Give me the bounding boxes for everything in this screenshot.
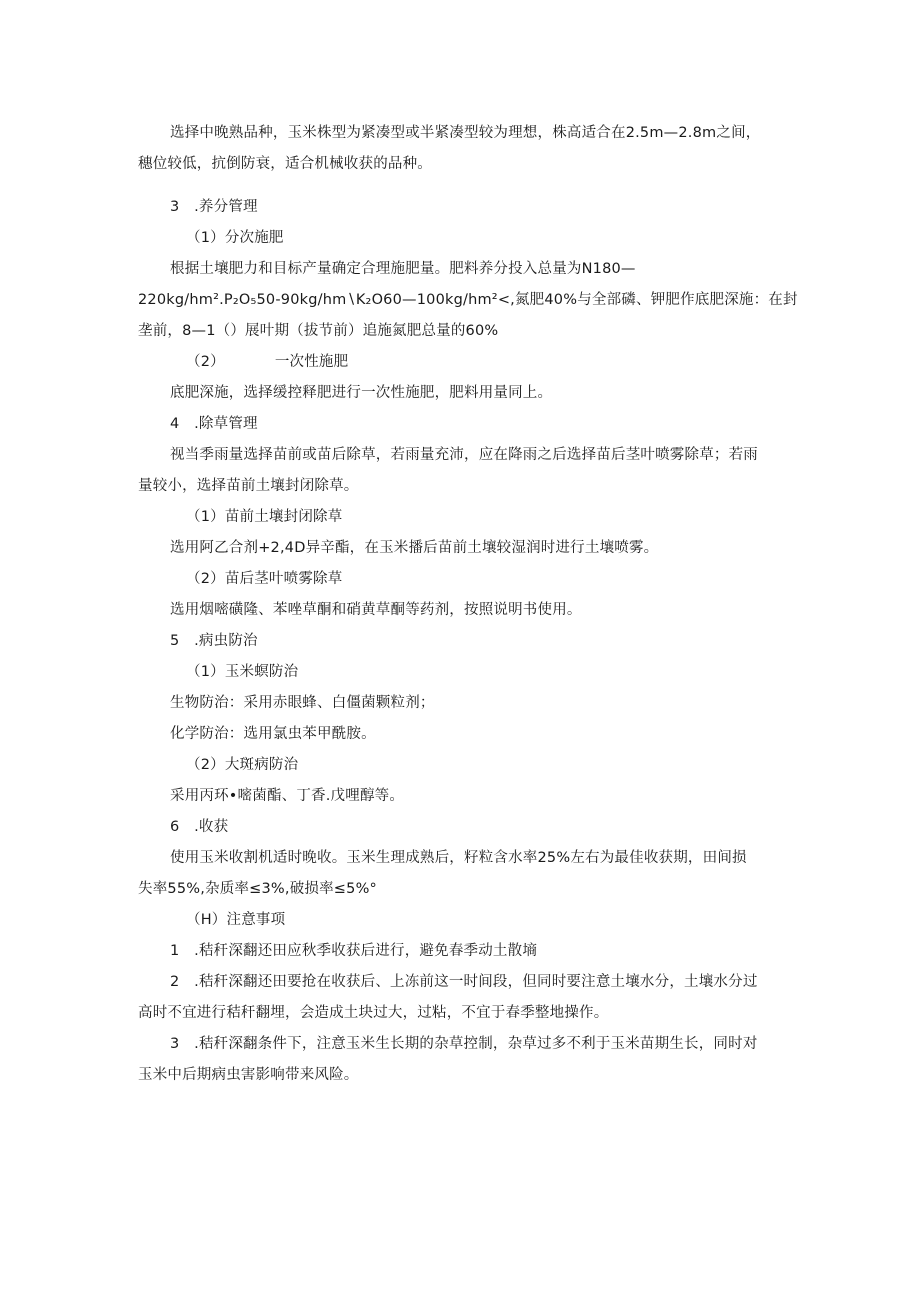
body-text-line: 生物防治：采用赤眼蜂、白僵菌颗粒剂； — [170, 695, 435, 711]
subsection-title: 一次性施肥 — [274, 354, 349, 370]
note-item: 1 .秸秆深翻还田应秋季收获后进行，避免春季动土散墒 — [170, 943, 538, 959]
body-text-line: 底肥深施，选择缓控释肥进行一次性施肥，肥料用量同上。 — [170, 385, 553, 401]
subsection-heading — [186, 352, 348, 372]
body-text-line: 高时不宜进行秸秆翻埋，会造成土块过大，过粘，不宜于春季整地操作。 — [138, 1005, 609, 1021]
body-text-line: 量较小，选择苗前土壤封闭除草。 — [138, 478, 359, 494]
body-text-line: 穗位较低，抗倒防衰，适合机械收获的品种。 — [138, 156, 432, 172]
subsection-heading: （1）玉米螟防治 — [186, 664, 299, 680]
body-text-line: 玉米中后期病虫害影响带来风险。 — [138, 1067, 359, 1083]
section-heading: 5 .病虫防治 — [170, 633, 258, 649]
body-text-line: 选用烟嘧磺隆、苯唑草酮和硝黄草酮等药剂，按照说明书使用。 — [170, 602, 582, 618]
subsection-heading: （1）分次施肥 — [186, 230, 284, 246]
subsection-heading: （1）苗前土壤封闭除草 — [186, 509, 343, 525]
section-heading: 6 .收获 — [170, 819, 229, 835]
body-text-line: 化学防治：选用氯虫苯甲酰胺。 — [170, 726, 376, 742]
body-text-line: 视当季雨量选择苗前或苗后除草，若雨量充沛，应在降雨之后选择苗后茎叶喷雾除草；若雨 — [170, 447, 758, 463]
body-text-line: 垄前，8—1（）展叶期（拔节前）追施氮肥总量的60% — [138, 323, 499, 339]
body-text-line: 使用玉米收割机适时晚收。玉米生理成熟后，籽粒含水率25%左右为最佳收获期，田间损 — [170, 850, 747, 866]
chapter-heading: （H）注意事项 — [186, 912, 286, 928]
body-text-line: 采用丙环•嘧菌酯、丁香.戊哩醇等。 — [170, 788, 405, 804]
body-text-line: 选择中晚熟品种，玉米株型为紧凑型或半紧凑型较为理想，株高适合在2.5m—2.8m之间， — [170, 125, 761, 141]
subsection-heading: （2）大斑病防治 — [186, 757, 299, 773]
subsection-number: （2） — [186, 354, 225, 370]
section-heading: 3 .养分管理 — [170, 199, 258, 215]
body-text-line: 失率55%,杂质率≤3%,破损率≤5%° — [138, 881, 378, 897]
body-text-line: 选用阿乙合剂+2,4D异辛酯，在玉米播后苗前土壤较湿润时进行土壤喷雾。 — [170, 540, 659, 556]
body-text-line: 根据土壤肥力和目标产量确定合理施肥量。肥料养分投入总量为N180— — [170, 261, 636, 277]
body-text-line: 220kg∕hm².P₂O₅50-90kg∕hm∖K₂O60—100kg∕hm²<,氮肥40%与全部磷、钾肥作底肥深施：在封 — [138, 292, 798, 308]
section-heading: 4 .除草管理 — [170, 416, 258, 432]
subsection-heading: （2）苗后茎叶喷雾除草 — [186, 571, 343, 587]
note-item: 2 .秸秆深翻还田要抢在收获后、上冻前这一时间段，但同时要注意土壤水分，土壤水分过 — [170, 974, 758, 990]
note-item: 3 .秸秆深翻条件下，注意玉米生长期的杂草控制，杂草过多不利于玉米苗期生长，同时对 — [170, 1036, 758, 1052]
